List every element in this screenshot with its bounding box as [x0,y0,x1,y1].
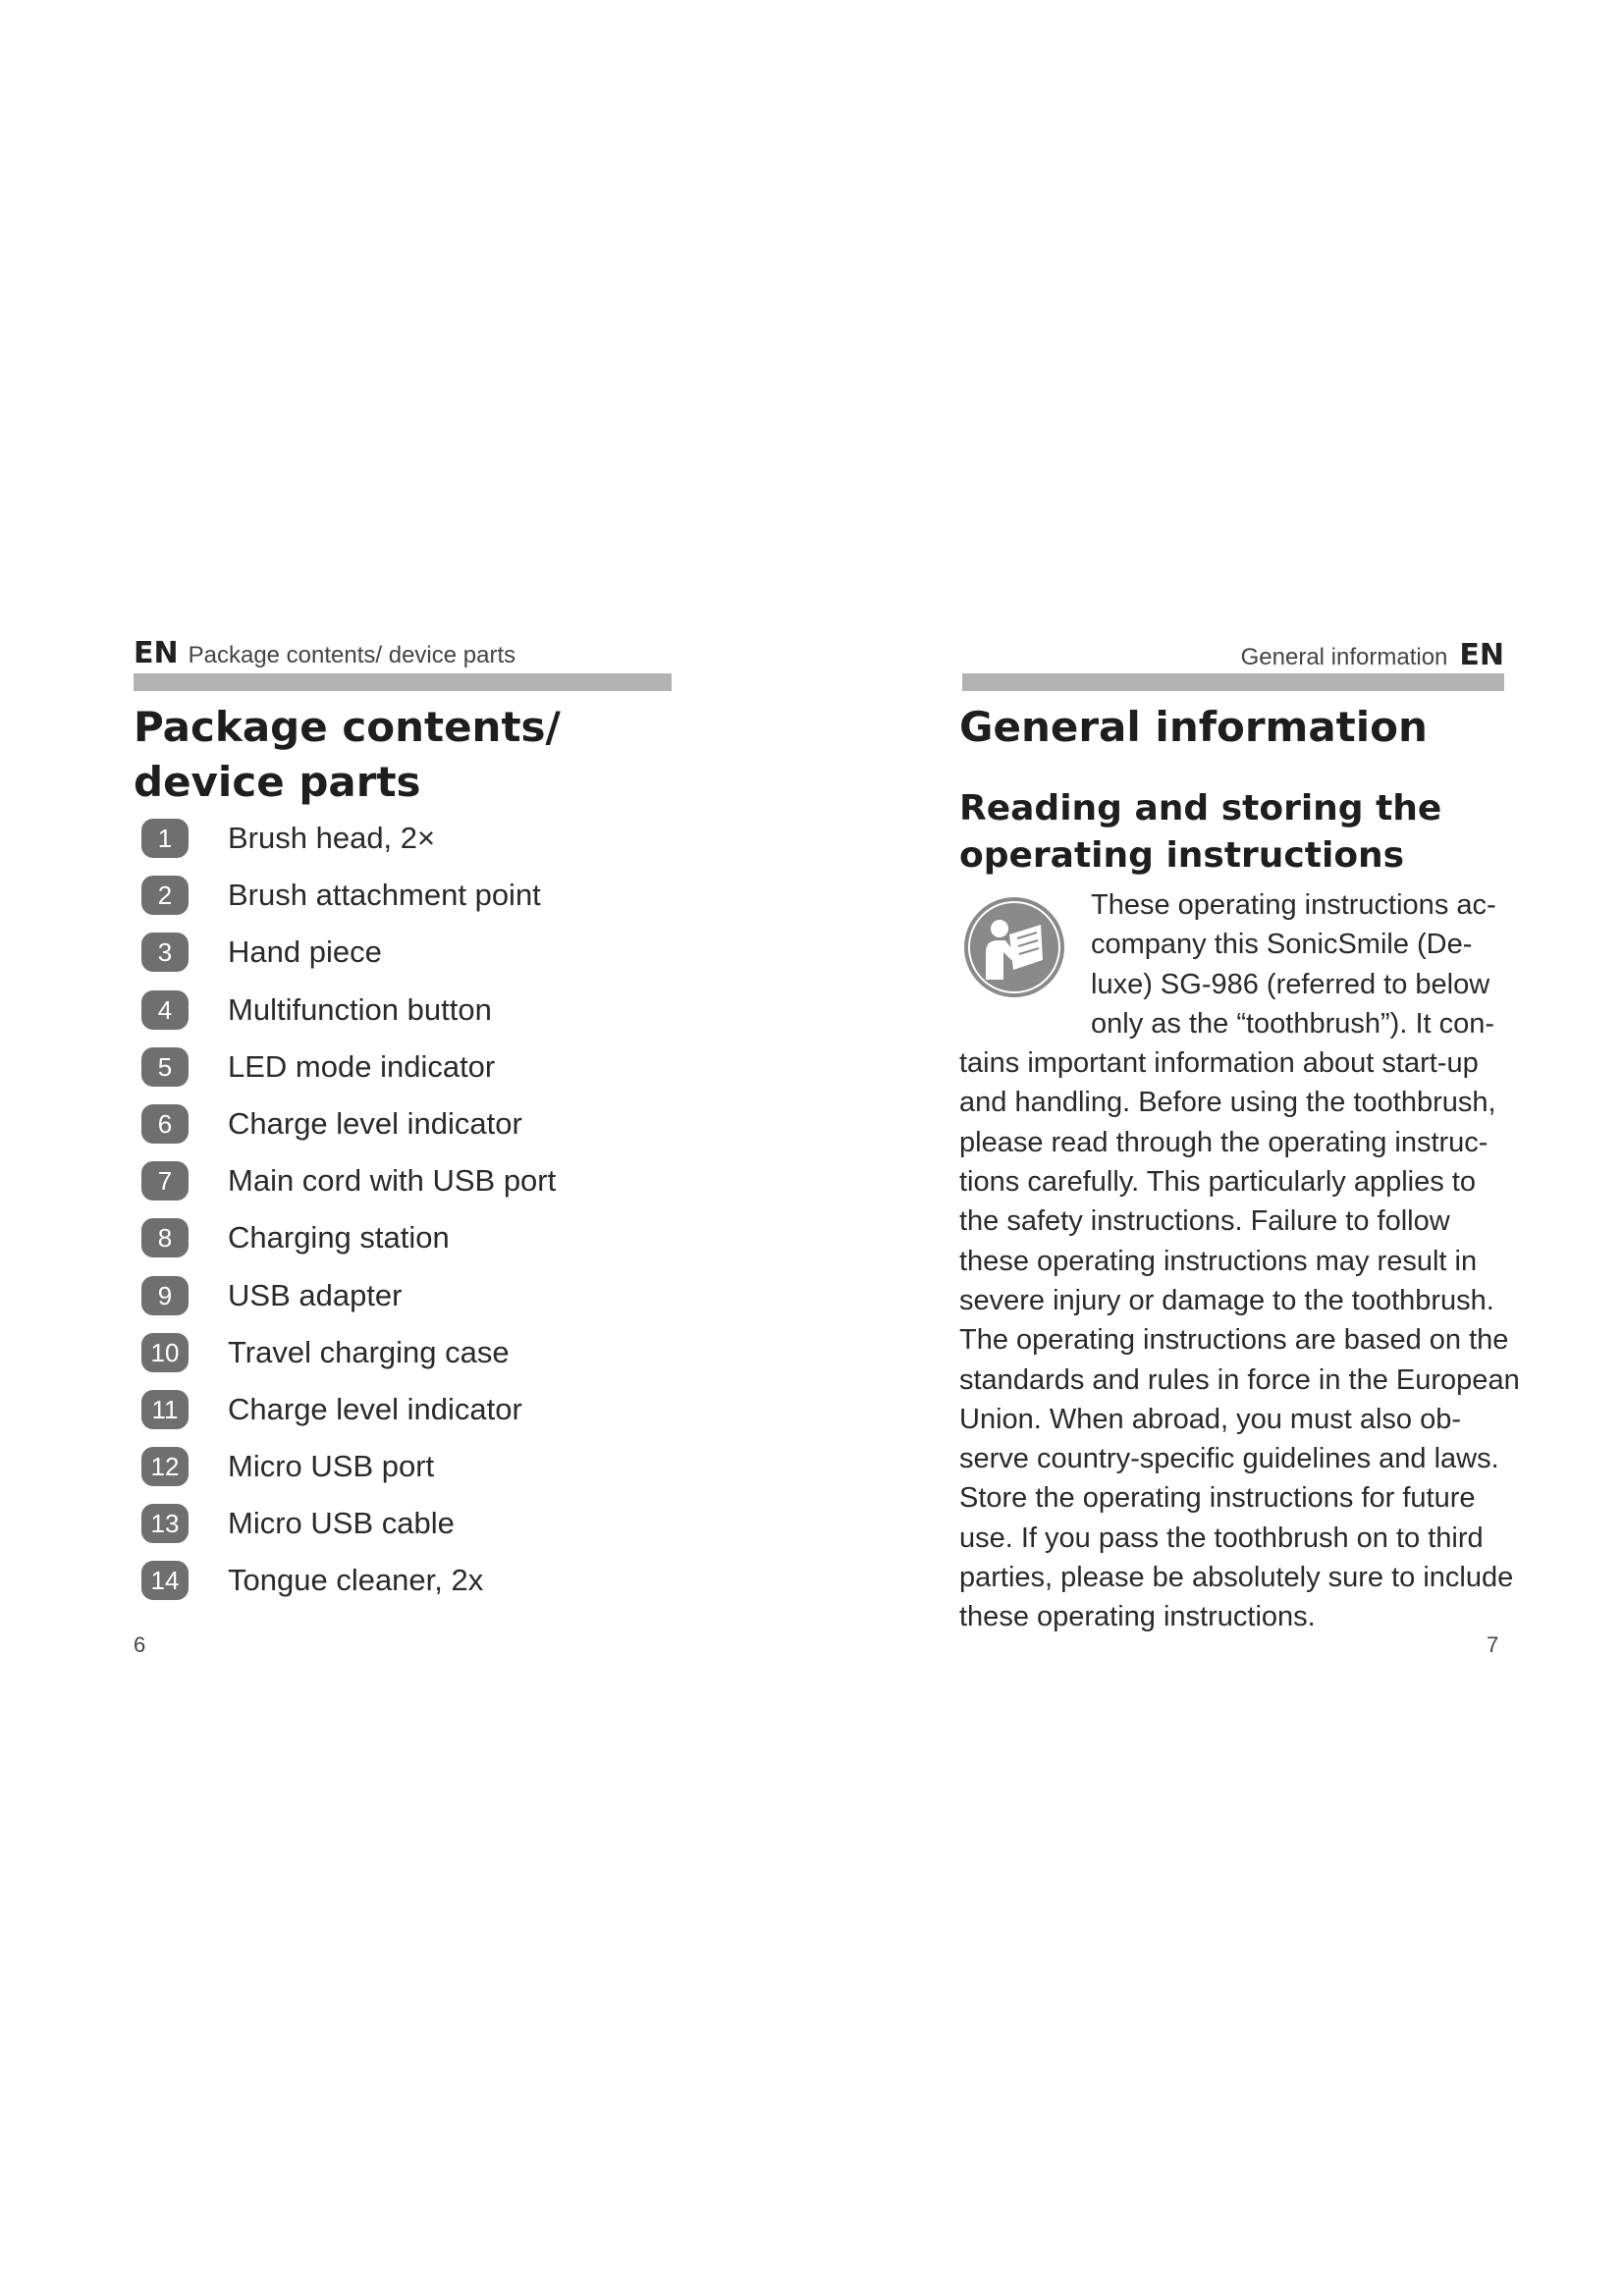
text-line: company this SonicSmile (De- [1091,929,1473,961]
title-line-1: Package contents/ [134,703,561,751]
list-item [141,1047,556,1104]
text-line: standards and rules in force in the European [959,1363,1520,1396]
title-line-2: device parts [134,758,421,806]
part-label: Main cord with USB port [228,1163,557,1199]
text-line: use. If you pass the toothbrush on to third [959,1522,1484,1554]
section-heading [959,785,1509,880]
text-line: and handling. Before using the toothbrush, [959,1087,1496,1119]
text-line: Union. When abroad, you must also ob- [959,1403,1461,1435]
left-page-header [134,636,515,670]
part-label: Travel charging case [228,1334,510,1369]
page-number: 7 [1487,1632,1499,1657]
body-paragraph [959,885,1520,1637]
text-line: the safety instructions. Failure to follow [959,1205,1450,1238]
header-rule [134,673,672,691]
part-label: Charge level indicator [228,1391,522,1426]
part-label: Brush head, 2× [228,821,436,855]
part-label: Charging station [228,1220,450,1255]
text-line: severe injury or damage to the toothbrush. [959,1284,1494,1316]
list-item [141,1390,556,1447]
parts-list [141,819,556,1619]
text-line: these operating instructions may result in [959,1245,1478,1277]
part-label: Micro USB cable [228,1506,455,1541]
list-item [141,990,556,1047]
text-line: these operating instructions. [959,1601,1316,1633]
list-item [141,1161,556,1218]
part-number-badge: 1 [141,819,189,858]
text-line: luxe) SG-986 (referred to below [1091,968,1490,1000]
text-line: The operating instructions are based on the [959,1324,1509,1357]
part-label: Multifunction button [228,991,492,1027]
text-line: only as the “toothbrush”). It con- [1091,1007,1495,1040]
text-line: tains important information about start-up [959,1047,1479,1080]
header-rule [962,673,1504,691]
part-number-badge: 5 [141,1047,189,1087]
part-number-badge: 10 [141,1333,189,1372]
part-number-badge: 2 [141,876,189,915]
right-page-header [1241,638,1504,672]
part-number-badge: 6 [141,1104,189,1144]
page-title: General information [959,703,1428,751]
part-number-badge: 8 [141,1218,189,1257]
part-number-badge: 4 [141,990,189,1030]
list-item [141,1333,556,1390]
part-number-badge: 12 [141,1447,189,1486]
list-item [141,1561,556,1618]
text-line: parties, please be absolutely sure to include [959,1562,1514,1594]
text-line: tions carefully. This particularly applies to [959,1166,1476,1199]
list-item [141,1218,556,1275]
list-item [141,1504,556,1561]
part-label: Tongue cleaner, 2x [228,1563,484,1598]
text-line: please read through the operating instruc- [959,1126,1489,1158]
section-name: General information [1240,644,1448,670]
part-number-badge: 7 [141,1161,189,1201]
part-label: USB adapter [228,1277,403,1312]
part-number-badge: 14 [141,1561,189,1600]
page-title [134,700,683,810]
part-number-badge: 11 [141,1390,189,1429]
language-code: EN [134,636,179,670]
language-code: EN [1459,638,1504,672]
subtitle-line-1: Reading and storing the [959,788,1442,828]
part-number-badge: 3 [141,933,189,972]
list-item [141,1447,556,1504]
section-name: Package contents/ device parts [188,642,516,668]
part-label: Charge level indicator [228,1105,522,1141]
list-item [141,933,556,989]
list-item [141,1104,556,1161]
part-label: Hand piece [228,934,382,970]
text-line: serve country-specific guidelines and laws. [959,1443,1499,1475]
part-label: LED mode indicator [228,1048,496,1084]
list-item [141,1276,556,1333]
page-number: 6 [134,1632,146,1657]
part-number-badge: 13 [141,1504,189,1543]
part-number-badge: 9 [141,1276,189,1315]
part-label: Micro USB port [228,1449,435,1484]
list-item [141,819,556,876]
text-line: These operating instructions ac- [1091,889,1496,921]
text-line: Store the operating instructions for future [959,1482,1476,1515]
subtitle-line-2: operating instructions [959,835,1405,876]
list-item [141,876,556,933]
part-label: Brush attachment point [228,878,541,913]
